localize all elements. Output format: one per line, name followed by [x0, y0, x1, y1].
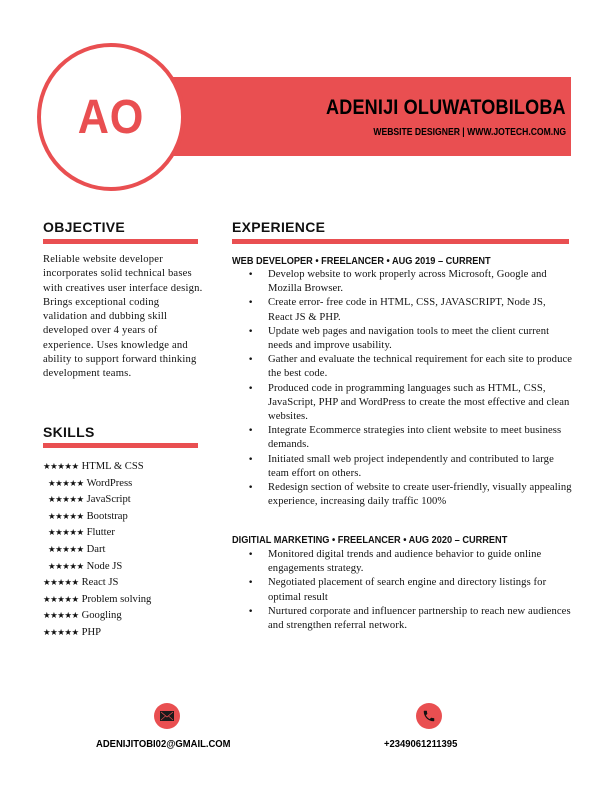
star-rating-icon: ★★★★★ [48, 478, 84, 489]
job-heading: WEB DEVELOPER • FREELANCER • AUG 2019 – CURRENT [232, 256, 491, 267]
star-rating-icon: ★★★★★ [48, 561, 84, 572]
job-heading: DIGITIAL MARKETING • FREELANCER • AUG 2020 – CURRENT [232, 535, 508, 546]
job-bullets [248, 548, 573, 633]
bullet-item: • Integrate Ecommerce strategies into client website to meet business demands. [248, 424, 573, 452]
initials-circle [37, 43, 185, 191]
bullet-item: • Initiated small web project independently and contributed to large team effort on others. [248, 453, 573, 481]
job-subtitle: WEBSITE DESIGNER | WWW.JOTECH.COM.NG [373, 126, 566, 138]
bullet-item: • Develop website to work properly across Microsoft, Google and Mozilla Browser. [248, 268, 573, 296]
skill-item: ★★★★★ PHP [43, 626, 102, 638]
experience-heading: EXPERIENCE [232, 219, 326, 235]
objective-heading: OBJECTIVE [43, 219, 126, 235]
full-name: ADENIJI OLUWATOBILOBA [326, 96, 566, 119]
skill-item: ★★★★★ WordPress [48, 477, 133, 489]
phone-icon [416, 703, 442, 729]
skills-divider [43, 443, 198, 448]
skill-item: ★★★★★ React JS [43, 577, 119, 589]
email-link[interactable]: ADENIJITOBI02@GMAIL.COM [96, 738, 231, 750]
star-rating-icon: ★★★★★ [43, 462, 79, 472]
star-rating-icon: ★★★★★ [48, 511, 84, 522]
objective-divider [43, 239, 198, 244]
bullet-item: • Monitored digital trends and audience behavior to guide online engagements strategy. [248, 548, 573, 576]
skill-item: ★★★★★ Googling [43, 610, 122, 622]
skill-item: ★★★★★ Bootstrap [48, 510, 128, 522]
star-rating-icon: ★★★★★ [48, 544, 84, 555]
bullet-item: • Redesign section of website to create user-friendly, visually appealing experience, increasing daily traffic 100% [248, 481, 573, 509]
star-rating-icon: ★★★★★ [43, 627, 79, 638]
skill-item: ★★★★★ JavaScript [48, 494, 131, 506]
star-rating-icon: ★★★★★ [43, 578, 79, 589]
bullet-item: • Create error- free code in HTML, CSS, JAVASCRIPT, Node JS, React JS & PHP. [248, 296, 573, 324]
skill-item: ★★★★★ Flutter [48, 527, 115, 539]
bullet-item: • Negotiated placement of search engine and directory listings for optimal result [248, 576, 573, 604]
skill-item: ★★★★★ Problem solving [43, 593, 152, 605]
envelope-icon [154, 703, 180, 729]
initials: AO [77, 90, 145, 144]
star-rating-icon: ★★★★★ [43, 594, 79, 605]
bullet-item: • Produced code in programming languages such as HTML, CSS, JavaScript, PHP and WordPress to create the most effective and clean websites. [248, 382, 573, 425]
objective-text: Reliable website developer incorporates solid technical bases with creatives user interface design. Brings exceptional coding validation and dubbing skill developed over 4 years of experience. Uses knowledge and ability to support forward thinking development teams. [43, 254, 203, 380]
star-rating-icon: ★★★★★ [43, 611, 79, 622]
skills-heading: SKILLS [43, 424, 95, 440]
phone-number[interactable]: +2349061211395 [384, 738, 458, 750]
bullet-item: • Gather and evaluate the technical requirement for each site to produce the best code. [248, 353, 573, 381]
skill-item: ★★★★★ HTML & CSS [43, 461, 144, 472]
job-bullets [248, 268, 573, 509]
star-rating-icon: ★★★★★ [48, 495, 84, 506]
bullet-item: • Nurtured corporate and influencer partnership to reach new audiences and strengthen referral network. [248, 605, 573, 633]
skills-list [43, 459, 151, 642]
skill-item: ★★★★★ Dart [48, 543, 106, 555]
experience-divider [232, 239, 569, 244]
star-rating-icon: ★★★★★ [48, 528, 84, 539]
bullet-item: • Update web pages and navigation tools to meet the client current needs and improve usability. [248, 325, 573, 353]
skill-item: ★★★★★ Node JS [48, 560, 123, 572]
